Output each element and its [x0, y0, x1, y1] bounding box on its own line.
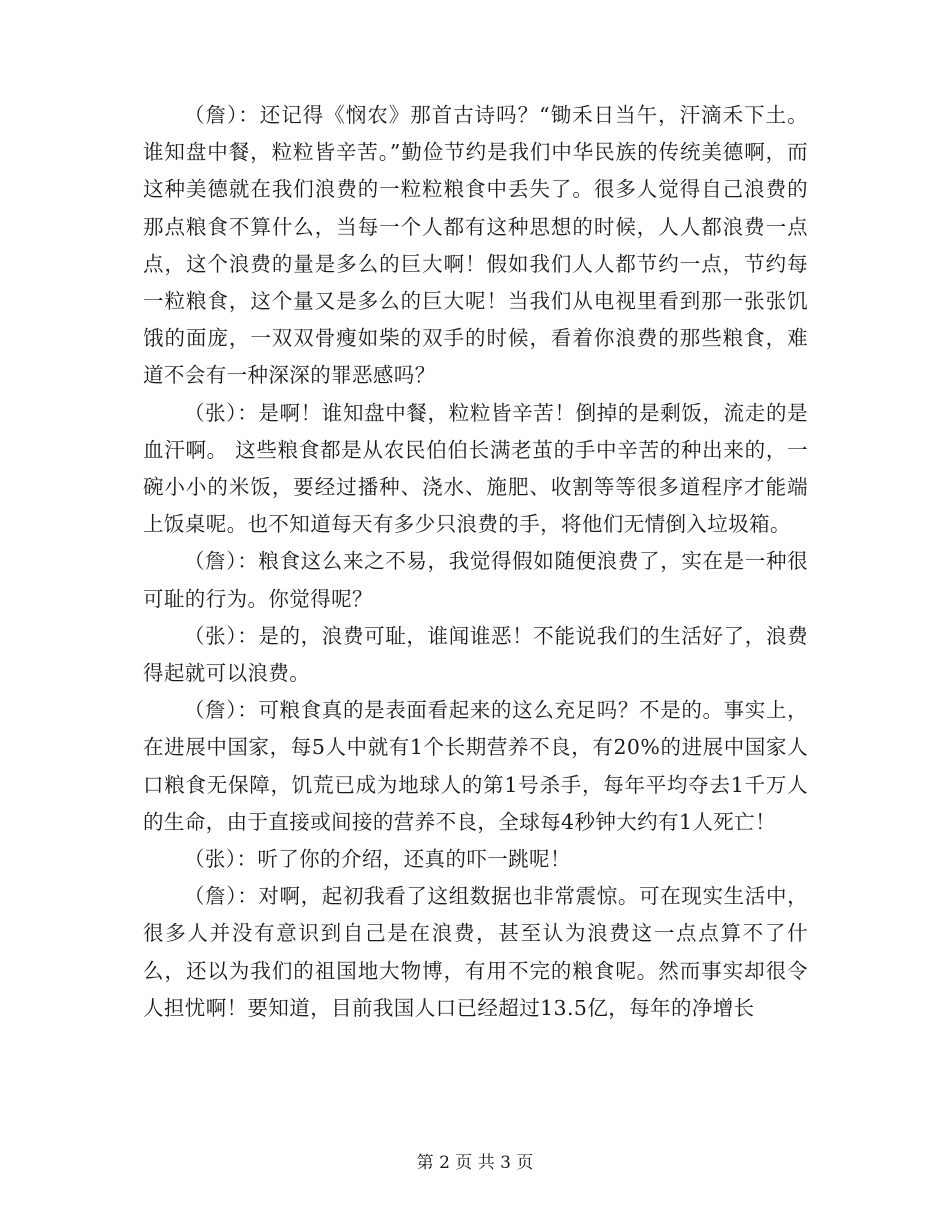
document-body — [143, 97, 808, 1027]
paragraph-zhan-1: （詹）：还记得《悯农》那首古诗吗？“锄禾日当午，汗滴禾下土。谁知盘中餐，粒粒皆辛苦。”勤俭节约是我们中华民族的传统美德啊，而这种美德就在我们浪费的一粒粒粮食中丢失了。很多人觉得自己浪费的那点粮食不算什么，当每一个人都有这种思想的时候，人人都浪费一点点，这个浪费的量是多么的巨大啊！假如我们人人都节约一点，节约每一粒粮食，这个量又是多么的巨大呢！当我们从电视里看到那一张张饥饿的面庞，一双双骨瘦如柴的双手的时候，看着你浪费的那些粮食，难道不会有一种深深的罪恶感吗？ — [143, 103, 808, 388]
paragraph-zhang-2: （张）：是的，浪费可耻，谁闻谁恶！不能说我们的生活好了，浪费得起就可以浪费。 — [143, 623, 808, 686]
paragraph-zhang-1: （张）：是啊！谁知盘中餐，粒粒皆辛苦！倒掉的是剩饭，流走的是血汗啊。 这些粮食都是从农民伯伯长满老茧的手中辛苦的种出来的，一碗小小的米饭，要经过播种、浇水、施肥、收割等等很多道程序才能端上饭桌呢。也不知道每天有多少只浪费的手，将他们无情倒入垃圾箱。 — [143, 400, 808, 537]
page-number-label: 第 2 页 共 3 页 — [416, 1153, 534, 1173]
paragraph-zhan-3: （詹）：可粮食真的是表面看起来的这么充足吗？不是的。事实上，在进展中国家，每5人中就有1个长期营养不良，有20%的进展中国家人口粮食无保障，饥荒已成为地球人的第1号杀手，每年平均夺去1千万人的生命，由于直接或间接的营养不良，全球每4秒钟大约有1人死亡！ — [143, 698, 808, 834]
paragraph-zhan-2: （詹）：粮食这么来之不易，我觉得假如随便浪费了，实在是一种很可耻的行为。你觉得呢？ — [143, 549, 808, 611]
paragraph-zhan-4: （詹）：对啊，起初我看了这组数据也非常震惊。可在现实生活中，很多人并没有意识到自己是在浪费，甚至认为浪费这一点点算不了什么，还以为我们的祖国地大物博，有用不完的粮食呢。然而事实却很令人担忧啊！要知道，目前我国人口已经超过13.5亿，每年的净增长 — [143, 884, 808, 1020]
paragraph-zhang-3: （张）：听了你的介绍，还真的吓一跳呢！ — [184, 847, 571, 872]
page-footer — [0, 1148, 950, 1173]
